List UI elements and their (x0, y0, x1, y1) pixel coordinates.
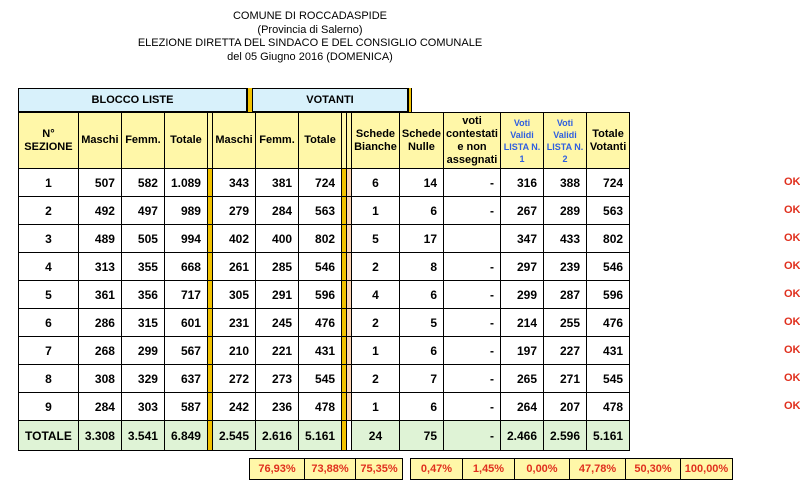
column-header-row (19, 113, 630, 169)
cell-votanti-femm: 236 (256, 393, 299, 421)
cell-votanti-totale: 563 (299, 197, 342, 225)
cell-totale-votanti: 724 (587, 169, 630, 197)
cell-votanti-femm: 291 (256, 281, 299, 309)
ok-status: OK (784, 288, 800, 300)
cell-totale: 637 (164, 365, 207, 393)
cell-voti-contestati: - (444, 197, 501, 225)
cell-maschi: 313 (78, 253, 121, 281)
cell-maschi: 492 (78, 197, 121, 225)
cell-maschi: 268 (78, 337, 121, 365)
results-grid (18, 112, 630, 451)
cell-votanti-femm: 245 (256, 309, 299, 337)
cell-schede-nulle: 17 (399, 225, 443, 253)
cell-votanti-totale: 802 (299, 225, 342, 253)
cell-votanti-totale: 546 (299, 253, 342, 281)
col-maschi: Maschi (78, 113, 121, 169)
table-row (19, 281, 630, 309)
cell-votanti-femm: 2.616 (256, 421, 299, 451)
cell-voti-contestati: - (444, 337, 501, 365)
pct-lista-1: 47,78% (570, 459, 626, 480)
cell-schede-nulle: 7 (399, 365, 443, 393)
cell-lista-1: 316 (500, 169, 543, 197)
cell-sezione: 8 (19, 365, 79, 393)
table-row (19, 393, 630, 421)
cell-lista-1: 297 (500, 253, 543, 281)
cell-schede-nulle: 75 (399, 421, 443, 451)
col-totale: Totale (164, 113, 207, 169)
ok-status: OK (784, 260, 800, 272)
cell-totale-votanti: 802 (587, 225, 630, 253)
cell-votanti-maschi: 343 (212, 169, 255, 197)
cell-votanti-maschi: 279 (212, 197, 255, 225)
header-data: del 05 Giugno 2016 (DOMENICA) (227, 50, 393, 63)
cell-schede-bianche: 1 (352, 393, 400, 421)
cell-votanti-maschi: 210 (212, 337, 255, 365)
col-votanti-femm: Femm. (256, 113, 299, 169)
cell-femm: 3.541 (121, 421, 164, 451)
totals-row (19, 421, 630, 451)
ok-status: OK (784, 176, 800, 188)
cell-voti-contestati: - (444, 393, 501, 421)
cell-lista-1: 197 (500, 337, 543, 365)
col-voti-lista-2: Voti Validi LISTA N. 2 (544, 113, 587, 169)
cell-totale: 989 (164, 197, 207, 225)
cell-totale: 587 (164, 393, 207, 421)
cell-lista-2: 388 (544, 169, 587, 197)
cell-votanti-totale: 478 (299, 393, 342, 421)
cell-sezione: 6 (19, 309, 79, 337)
cell-votanti-totale: 724 (299, 169, 342, 197)
pct-schede-nulle: 1,45% (463, 459, 515, 480)
cell-lista-2: 2.596 (544, 421, 587, 451)
cell-votanti-totale: 476 (299, 309, 342, 337)
col-totale-votanti: Totale Votanti (587, 113, 630, 169)
ok-status: OK (784, 372, 800, 384)
pct-voti-contestati: 0,00% (515, 459, 570, 480)
cell-voti-contestati: - (444, 169, 501, 197)
cell-votanti-femm: 400 (256, 225, 299, 253)
ok-status: OK (784, 344, 800, 356)
col-votanti-maschi: Maschi (212, 113, 255, 169)
cell-votanti-femm: 221 (256, 337, 299, 365)
cell-schede-nulle: 14 (399, 169, 443, 197)
cell-schede-bianche: 24 (352, 421, 400, 451)
cell-voti-contestati: - (444, 281, 501, 309)
cell-totale-votanti: 476 (587, 309, 630, 337)
cell-totale: 6.849 (164, 421, 207, 451)
cell-schede-nulle: 6 (399, 337, 443, 365)
cell-schede-nulle: 6 (399, 393, 443, 421)
totale-label: TOTALE (19, 421, 79, 451)
pct-votanti-femm: 73,88% (305, 459, 356, 480)
cell-femm: 315 (121, 309, 164, 337)
cell-totale: 567 (164, 337, 207, 365)
cell-votanti-maschi: 231 (212, 309, 255, 337)
cell-lista-2: 289 (544, 197, 587, 225)
table-row (19, 225, 630, 253)
cell-maschi: 3.308 (78, 421, 121, 451)
cell-totale: 668 (164, 253, 207, 281)
table-row (19, 169, 630, 197)
cell-votanti-totale: 545 (299, 365, 342, 393)
cell-lista-1: 347 (500, 225, 543, 253)
cell-voti-contestati: - (444, 365, 501, 393)
cell-lista-1: 299 (500, 281, 543, 309)
col-schede-bianche: Schede Bianche (352, 113, 400, 169)
cell-votanti-totale: 5.161 (299, 421, 342, 451)
cell-totale: 717 (164, 281, 207, 309)
cell-schede-bianche: 2 (352, 309, 400, 337)
header-provincia: (Provincia di Salerno) (257, 23, 363, 36)
col-schede-nulle: Schede Nulle (399, 113, 443, 169)
col-sezione: N° SEZIONE (19, 113, 79, 169)
cell-totale-votanti: 596 (587, 281, 630, 309)
cell-totale-votanti: 546 (587, 253, 630, 281)
cell-totale: 1.089 (164, 169, 207, 197)
header-elezione: ELEZIONE DIRETTA DEL SINDACO E DEL CONSIGLIO COMUNALE (137, 37, 483, 49)
cell-sezione: 3 (19, 225, 79, 253)
cell-voti-contestati: - (444, 253, 501, 281)
cell-maschi: 361 (78, 281, 121, 309)
cell-femm: 329 (121, 365, 164, 393)
ok-status: OK (784, 316, 800, 328)
cell-totale-votanti: 563 (587, 197, 630, 225)
pct-schede-bianche: 0,47% (411, 459, 463, 480)
cell-totale-votanti: 431 (587, 337, 630, 365)
cell-maschi: 489 (78, 225, 121, 253)
cell-votanti-maschi: 242 (212, 393, 255, 421)
group-votanti: VOTANTI (252, 88, 408, 112)
ok-status: OK (784, 204, 800, 216)
cell-votanti-maschi: 305 (212, 281, 255, 309)
cell-totale: 994 (164, 225, 207, 253)
ok-status: OK (784, 232, 800, 244)
cell-schede-bianche: 5 (352, 225, 400, 253)
cell-lista-1: 267 (500, 197, 543, 225)
cell-maschi: 308 (78, 365, 121, 393)
cell-votanti-maschi: 402 (212, 225, 255, 253)
cell-maschi: 286 (78, 309, 121, 337)
cell-schede-nulle: 6 (399, 281, 443, 309)
cell-votanti-maschi: 272 (212, 365, 255, 393)
cell-femm: 299 (121, 337, 164, 365)
cell-voti-contestati: - (444, 309, 501, 337)
cell-schede-bianche: 2 (352, 253, 400, 281)
cell-totale-votanti: 478 (587, 393, 630, 421)
cell-totale-votanti: 5.161 (587, 421, 630, 451)
cell-schede-bianche: 6 (352, 169, 400, 197)
cell-femm: 303 (121, 393, 164, 421)
cell-schede-nulle: 8 (399, 253, 443, 281)
pct-gap (403, 459, 411, 480)
cell-lista-2: 255 (544, 309, 587, 337)
cell-lista-2: 207 (544, 393, 587, 421)
cell-schede-bianche: 4 (352, 281, 400, 309)
document-header (0, 10, 620, 64)
cell-lista-2: 433 (544, 225, 587, 253)
cell-voti-contestati (444, 225, 501, 253)
percentages-row (249, 458, 733, 480)
pct-lista-2: 50,30% (626, 459, 681, 480)
cell-femm: 355 (121, 253, 164, 281)
cell-votanti-totale: 431 (299, 337, 342, 365)
cell-schede-bianche: 2 (352, 365, 400, 393)
cell-votanti-femm: 285 (256, 253, 299, 281)
cell-sezione: 7 (19, 337, 79, 365)
cell-votanti-maschi: 261 (212, 253, 255, 281)
cell-schede-bianche: 1 (352, 337, 400, 365)
cell-lista-1: 265 (500, 365, 543, 393)
table-row (19, 309, 630, 337)
col-votanti-totale: Totale (299, 113, 342, 169)
cell-lista-2: 287 (544, 281, 587, 309)
table-row (19, 197, 630, 225)
cell-totale: 601 (164, 309, 207, 337)
table-row (19, 365, 630, 393)
pct-totale-votanti: 100,00% (681, 459, 733, 480)
cell-maschi: 507 (78, 169, 121, 197)
table-row (19, 337, 630, 365)
ok-status: OK (784, 400, 800, 412)
cell-votanti-femm: 273 (256, 365, 299, 393)
table-row (19, 253, 630, 281)
cell-femm: 582 (121, 169, 164, 197)
col-femm: Femm. (121, 113, 164, 169)
cell-totale-votanti: 545 (587, 365, 630, 393)
group-separator (408, 88, 412, 112)
col-voti-lista-1: Voti Validi LISTA N. 1 (500, 113, 543, 169)
cell-schede-nulle: 6 (399, 197, 443, 225)
cell-votanti-femm: 381 (256, 169, 299, 197)
pct-votanti-totale: 75,35% (356, 459, 403, 480)
cell-sezione: 2 (19, 197, 79, 225)
cell-lista-2: 227 (544, 337, 587, 365)
cell-sezione: 9 (19, 393, 79, 421)
cell-sezione: 5 (19, 281, 79, 309)
cell-femm: 356 (121, 281, 164, 309)
cell-lista-2: 271 (544, 365, 587, 393)
cell-sezione: 4 (19, 253, 79, 281)
col-voti-contestati: voti contestati e non assegnati (444, 113, 501, 169)
cell-lista-2: 239 (544, 253, 587, 281)
cell-voti-contestati: - (444, 421, 501, 451)
cell-sezione: 1 (19, 169, 79, 197)
cell-lista-1: 2.466 (500, 421, 543, 451)
group-blocco-liste: BLOCCO LISTE (18, 88, 247, 112)
cell-votanti-totale: 596 (299, 281, 342, 309)
cell-lista-1: 264 (500, 393, 543, 421)
cell-lista-1: 214 (500, 309, 543, 337)
cell-maschi: 284 (78, 393, 121, 421)
cell-femm: 497 (121, 197, 164, 225)
header-comune: COMUNE DI ROCCADASPIDE (232, 10, 388, 22)
cell-schede-bianche: 1 (352, 197, 400, 225)
pct-votanti-maschi: 76,93% (250, 459, 305, 480)
cell-votanti-femm: 284 (256, 197, 299, 225)
cell-schede-nulle: 5 (399, 309, 443, 337)
cell-votanti-maschi: 2.545 (212, 421, 255, 451)
cell-femm: 505 (121, 225, 164, 253)
